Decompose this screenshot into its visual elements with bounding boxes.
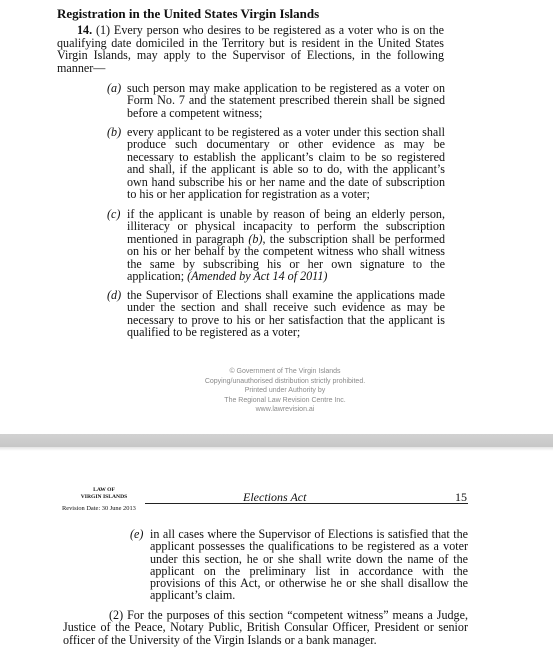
header-page-number: 15: [455, 490, 467, 504]
watermark-line: The Regional Law Revision Centre Inc.: [224, 396, 346, 404]
clause-d-text: the Supervisor of Elections shall examine the applications made under the section and shall receive such evidence as may be necessary to prove to his or her satisfaction that the applicant is qualified to be registered as a voter;: [127, 288, 445, 340]
clause-b-marker: (b): [107, 125, 122, 139]
clause-a: [107, 82, 445, 119]
clause-b-text: every applicant to be registered as a voter under this section shall produce such documentary or other evidence as may be necessary to establish the applicant’s claim to be so registered and shall, if the applicant is able so to do, with the applicant’s own hand subscribe his or her name and the date of subscription to his or her application for registration as a voter;: [127, 125, 445, 202]
watermark-line: www.lawrevision.ai: [255, 406, 315, 414]
watermark-line: Copying/unauthorised distribution strictly prohibited.: [204, 377, 366, 385]
watermark-line: Printed under Authority by: [244, 387, 326, 395]
clause-d-marker: (d): [107, 288, 122, 302]
clause-c-ref: (b): [248, 231, 263, 246]
watermark-line: © Government of The Virgin Islands: [229, 368, 341, 375]
header-act-title: Elections Act: [243, 490, 307, 504]
clause-e-text: in all cases where the Supervisor of Elections is satisfied that the applicant possesses the qualifications to be registered as a voter under this section, he or she shall write down the name of the applicant on the preliminary list in accordance with the provisions of this Act, or otherwise he or she shall disallow the applicant’s claim.: [150, 527, 468, 603]
amendment-note: (Amended by Act 14 of 2011): [187, 269, 328, 284]
header-jurisdiction: VIRGIN ISLANDS: [80, 493, 128, 500]
clause-a-text: such person may make application to be registered as a voter on Form No. 7 and the statement prescribed therein shall be signed before a competent witness;: [127, 81, 445, 120]
clause-c-marker: (c): [107, 207, 121, 221]
clause-c-text-part2: , the subscription shall be performed on his or her behalf by the competent witness who shall witness the same by subscribing his or her own signature to the application;: [127, 231, 445, 284]
clause-a-marker: (a): [107, 81, 122, 95]
section-number: 14.: [77, 23, 93, 37]
header-rule: [145, 503, 468, 504]
section-14-paragraph: [57, 24, 444, 74]
clause-c-text-part1: if the applicant is unable by reason of being an elderly person, illiteracy or physical incapacity to perform the subscription mentioned in paragraph: [127, 207, 445, 246]
clause-e-marker: (e): [130, 527, 144, 541]
page-break-shadow: [0, 447, 553, 451]
clause-d: [107, 289, 445, 339]
running-header-law-of: [64, 487, 144, 500]
clause-c-text: [127, 208, 445, 282]
header-revision-date: Revision Date: 30 June 2013: [62, 505, 136, 512]
clause-e: [130, 528, 468, 602]
copyright-watermark: [180, 367, 390, 415]
section-14-text: (1) Every person who desires to be registered as a voter who is on the qualifying date domiciled in the Territory but is resident in the United States Virgin Islands, may apply to the Supervisor of Elections, in the following manner—: [57, 23, 445, 75]
page-break-gap: [0, 434, 553, 447]
clause-c: [107, 208, 445, 282]
header-law-of: LAW OF: [93, 487, 115, 493]
subsection-2-paragraph: (2) For the purposes of this section “competent witness” means a Judge, Justice of the Peace, Notary Public, British Consular Officer, President or senior officer of the University of the Virgin Islands or a bank manager.: [63, 608, 468, 647]
clause-b: [107, 126, 445, 200]
section-heading: Registration in the United States Virgin Islands: [57, 6, 320, 21]
